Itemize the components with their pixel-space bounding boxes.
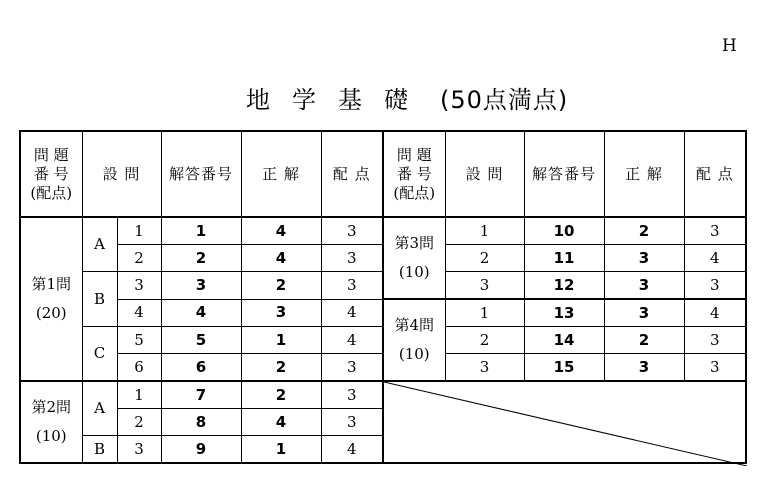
q1-label: 第1問 (20)	[20, 217, 82, 381]
answer-number: 6	[161, 354, 241, 382]
sub-number: 2	[445, 245, 524, 272]
answer-number: 4	[161, 299, 241, 327]
answer-number: 5	[161, 327, 241, 354]
sub-number: 3	[117, 436, 161, 464]
correct-answer: 2	[604, 327, 684, 354]
answer-number: 8	[161, 409, 241, 436]
q1-part-c: C	[82, 327, 117, 382]
header-correct-right: 正 解	[604, 131, 684, 217]
points-value: 3	[684, 327, 746, 354]
correct-answer: 2	[241, 272, 321, 300]
points-value: 3	[321, 272, 383, 300]
correct-answer: 3	[604, 299, 684, 327]
points-value: 4	[684, 245, 746, 272]
points-value: 3	[321, 381, 383, 409]
header-question-number-right: 問 題 番 号 (配点)	[383, 131, 445, 217]
sub-number: 5	[117, 327, 161, 354]
correct-answer: 3	[604, 272, 684, 300]
empty-diagonal-cell	[383, 381, 746, 463]
sub-number: 2	[117, 409, 161, 436]
table-row	[20, 299, 746, 327]
sub-number: 1	[117, 381, 161, 409]
answer-number: 15	[524, 354, 604, 382]
sub-number: 3	[117, 272, 161, 300]
header-correct: 正 解	[241, 131, 321, 217]
sub-number: 3	[445, 272, 524, 300]
sub-number: 1	[445, 299, 524, 327]
q2-label: 第2問 (10)	[20, 381, 82, 463]
corner-mark: H	[722, 36, 737, 56]
header-points: 配 点	[321, 131, 383, 217]
answer-number: 2	[161, 245, 241, 272]
points-value: 3	[321, 354, 383, 382]
answer-number: 3	[161, 272, 241, 300]
points-value: 4	[684, 299, 746, 327]
q4-label: 第4問 (10)	[383, 299, 445, 381]
q1-part-b: B	[82, 272, 117, 327]
subject-title: 地学基礎	[246, 86, 430, 114]
correct-answer: 2	[241, 381, 321, 409]
header-setsumon-right: 設 問	[445, 131, 524, 217]
sub-number: 1	[117, 217, 161, 245]
q1-part-a: A	[82, 217, 117, 272]
correct-answer: 3	[604, 354, 684, 382]
header-answer-number-right: 解答番号	[524, 131, 604, 217]
page-title	[246, 80, 568, 115]
sub-number: 2	[445, 327, 524, 354]
header-setsumon: 設 問	[82, 131, 161, 217]
points-value: 3	[684, 217, 746, 245]
header-question-number: 問 題 番 号 (配点)	[20, 131, 82, 217]
answer-table	[19, 130, 747, 464]
q2-part-a: A	[82, 381, 117, 436]
answer-number: 14	[524, 327, 604, 354]
correct-answer: 1	[241, 327, 321, 354]
diagonal-line	[384, 382, 747, 466]
sub-number: 3	[445, 354, 524, 382]
points-value: 3	[321, 245, 383, 272]
answer-number: 1	[161, 217, 241, 245]
correct-answer: 3	[241, 299, 321, 327]
answer-number: 12	[524, 272, 604, 300]
points-value: 3	[321, 217, 383, 245]
points-value: 3	[321, 409, 383, 436]
correct-answer: 4	[241, 409, 321, 436]
sub-number: 1	[445, 217, 524, 245]
correct-answer: 2	[604, 217, 684, 245]
answer-number: 13	[524, 299, 604, 327]
correct-answer: 4	[241, 217, 321, 245]
q3-label: 第3問 (10)	[383, 217, 445, 299]
sub-number: 4	[117, 299, 161, 327]
sub-number: 2	[117, 245, 161, 272]
header-points-right: 配 点	[684, 131, 746, 217]
table-row	[20, 217, 746, 245]
answer-number: 11	[524, 245, 604, 272]
points-value: 3	[684, 272, 746, 300]
points-value: 3	[684, 354, 746, 382]
points-value: 4	[321, 436, 383, 464]
correct-answer: 3	[604, 245, 684, 272]
sub-number: 6	[117, 354, 161, 382]
q2-part-b: B	[82, 436, 117, 464]
correct-answer: 4	[241, 245, 321, 272]
header-answer-number: 解答番号	[161, 131, 241, 217]
answer-number: 9	[161, 436, 241, 464]
points-value: 4	[321, 327, 383, 354]
points-total: (50点満点)	[440, 86, 569, 114]
correct-answer: 2	[241, 354, 321, 382]
correct-answer: 1	[241, 436, 321, 464]
points-value: 4	[321, 299, 383, 327]
table-row	[20, 381, 746, 409]
answer-number: 10	[524, 217, 604, 245]
answer-number: 7	[161, 381, 241, 409]
